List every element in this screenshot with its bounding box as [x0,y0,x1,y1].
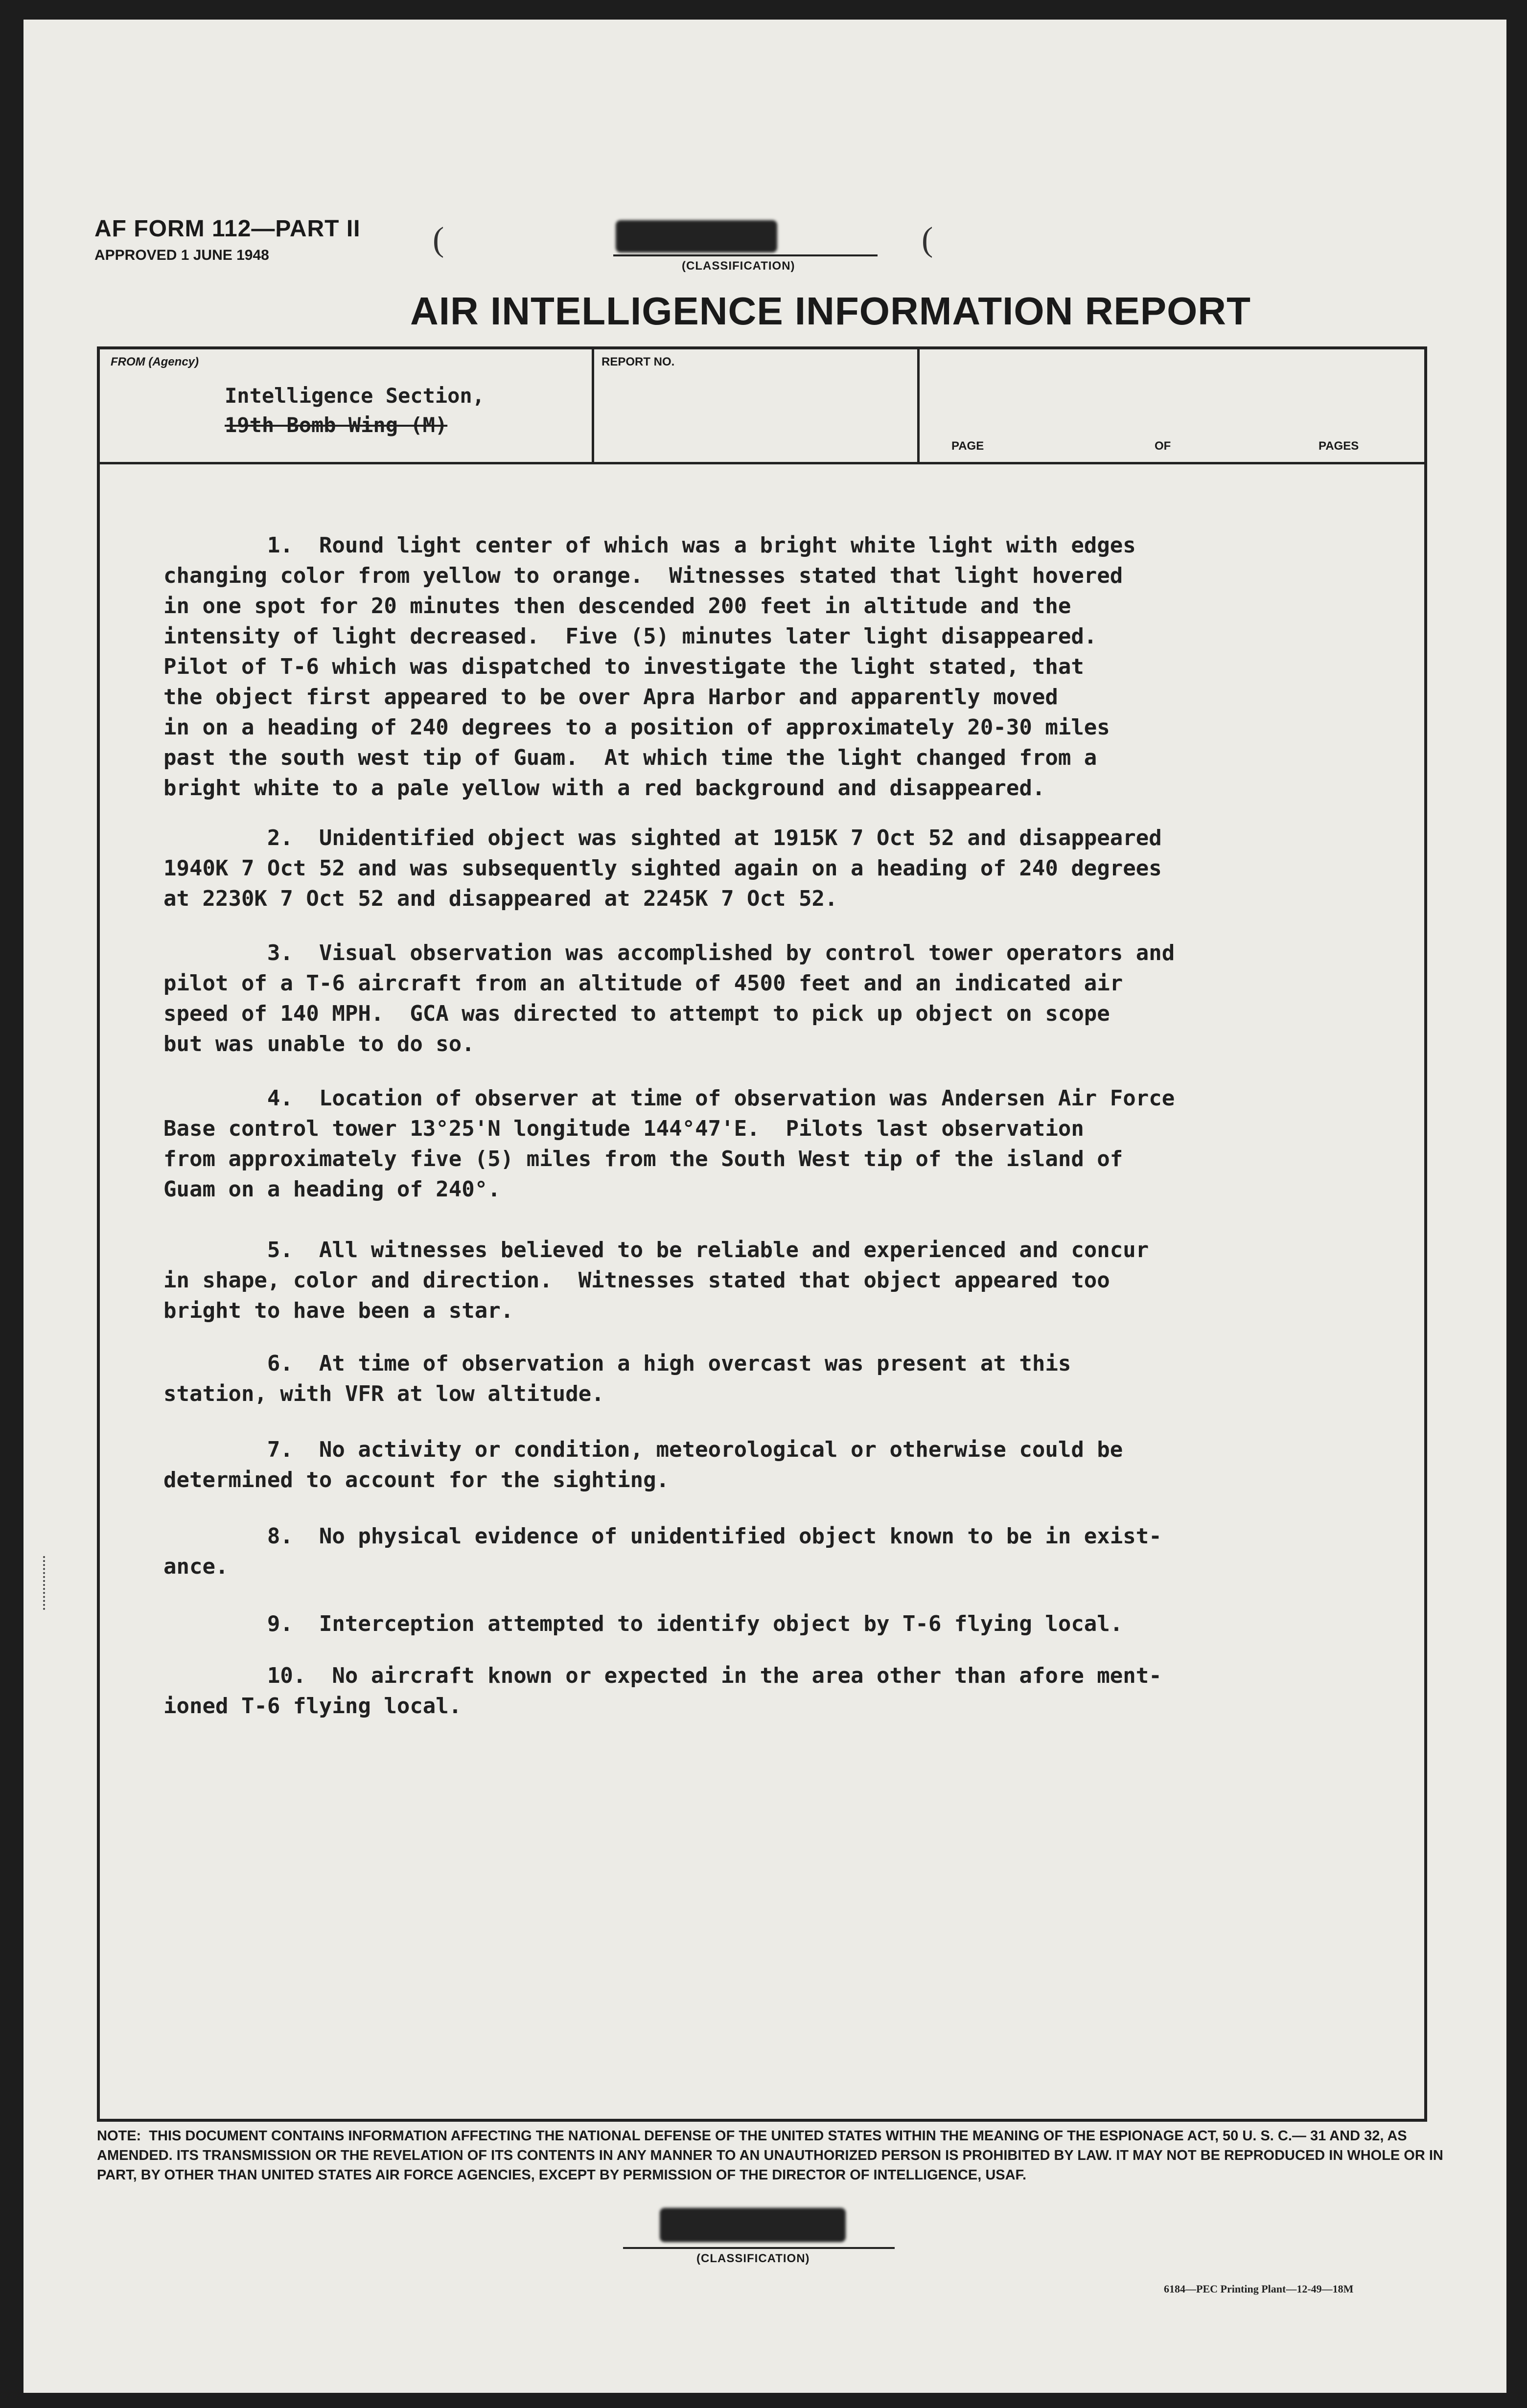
classification-line-bottom [623,2247,895,2249]
classification-line-top [613,254,878,256]
paragraph-4: 4. Location of observer at time of observation was Andersen Air Force Base control tower 13°25'N longitude 144°47'E. Pilots last observation from approximately five (5) miles from the South West tip of the island of Guam on a heading of 240°. [163,1086,1175,1202]
printing-plant-note: 6184—PEC Printing Plant—12-49—18M [1164,2283,1354,2295]
pages-label: PAGES [1319,439,1359,453]
classification-label-top: (CLASSIFICATION) [682,259,795,273]
margin-punch-mark [43,1556,48,1610]
classification-label-bottom: (CLASSIFICATION) [696,2252,810,2265]
paragraph-8: 8. No physical evidence of unidentified object known to be in exist- ance. [163,1524,1162,1579]
redacted-classification-top [616,220,777,252]
of-label: OF [1155,439,1171,453]
header-divider-1 [592,349,594,462]
form-id: AF FORM 112—PART II [94,216,361,242]
document-page [23,20,1506,2393]
paragraph-1: 1. Round light center of which was a bright white light with edges changing color from yellow to orange. Witnesses stated that light hovered in one spot for 20 minutes then descended 200 feet in altitude and the intensity of light decreased. Five (5) minutes later light disappeared. Pilot of T-6 which was dispatched to investigate the light stated, that the object first appeared to be over Apra Harbor and apparently moved in on a heading of 240 degrees to a position of approximately 20-30 miles past the south west tip of Guam. At which time the light changed from a bright white to a pale yellow with a red background and disappeared. [163,533,1136,801]
header-bottom-rule [100,462,1424,464]
header-divider-2 [917,349,920,462]
report-title: AIR INTELLIGENCE INFORMATION REPORT [410,289,1251,333]
page-label: PAGE [951,439,984,453]
right-parenthesis: ( [922,221,933,258]
paragraph-7: 7. No activity or condition, meteorological or otherwise could be determined to account for the sighting. [163,1437,1123,1492]
report-form-box [97,346,1427,2122]
left-parenthesis: ( [433,221,444,258]
paragraph-10: 10. No aircraft known or expected in the area other than afore ment- ioned T-6 flying local. [163,1663,1162,1719]
report-no-label: REPORT NO. [602,355,675,368]
note-text: THIS DOCUMENT CONTAINS INFORMATION AFFECTING THE NATIONAL DEFENSE OF THE UNITED STATES WITHIN THE MEANING OF THE ESPIONAGE ACT, 50 U. S. C.— 31 AND 32, AS AMENDED. ITS TRANSMISSION OR THE REVELATION OF ITS CONTENTS IN ANY MANNER TO AN UNAUTHORIZED PERSON IS PROHIBITED BY LAW. IT MAY NOT BE REPRODUCED IN WHOLE OR IN PART, BY OTHER THAN UNITED STATES AIR FORCE AGENCIES, EXCEPT BY PERMISSION OF THE DIRECTOR OF INTELLIGENCE, USAF. [97,2128,1443,2183]
espionage-act-note [97,2126,1448,2185]
paragraph-3: 3. Visual observation was accomplished by control tower operators and pilot of a T-6 aircraft from an altitude of 4500 feet and an indicated air speed of 140 MPH. GCA was directed to attempt to pick up object on scope but was unable to do so. [163,940,1175,1056]
paragraph-5: 5. All witnesses believed to be reliable and experienced and concur in shape, color and direction. Witnesses stated that object appeared too bright to have been a star. [163,1238,1149,1323]
from-label: FROM (Agency) [111,355,199,368]
note-label: NOTE: [97,2128,141,2144]
paragraph-6: 6. At time of observation a high overcast was present at this station, with VFR at low altitude. [163,1351,1071,1406]
redacted-classification-bottom [660,2208,846,2242]
paragraph-9: 9. Interception attempted to identify object by T-6 flying local. [163,1611,1123,1636]
approval-date: APPROVED 1 JUNE 1948 [94,247,269,263]
paragraph-2: 2. Unidentified object was sighted at 1915K 7 Oct 52 and disappeared 1940K 7 Oct 52 and was subsequently sighted again on a heading of 240 degrees at 2230K 7 Oct 52 and disappeared at 2245K 7 Oct 52. [163,826,1162,911]
from-agency-line-1: Intelligence Section, [225,384,485,408]
from-agency-line-2: 19th Bomb Wing (M) [225,413,448,437]
